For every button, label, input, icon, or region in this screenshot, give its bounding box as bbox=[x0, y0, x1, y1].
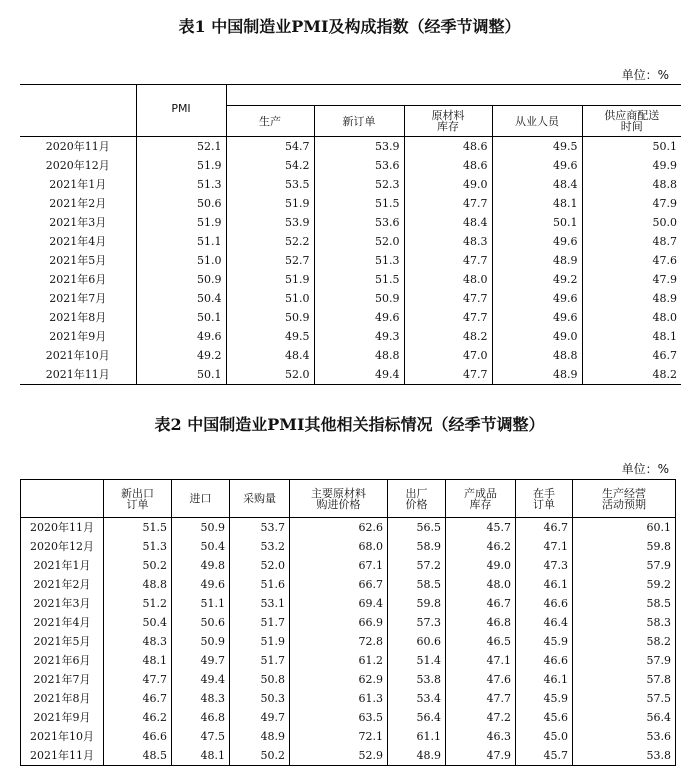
table-cell: 50.4 bbox=[104, 613, 172, 632]
table-cell: 46.4 bbox=[516, 613, 573, 632]
table-cell: 48.1 bbox=[492, 194, 582, 213]
table-cell: 50.1 bbox=[136, 308, 226, 327]
table-row bbox=[20, 270, 681, 289]
table-cell: 50.6 bbox=[136, 194, 226, 213]
table-cell: 51.9 bbox=[136, 213, 226, 232]
table-cell: 58.9 bbox=[388, 537, 446, 556]
table-cell: 47.7 bbox=[404, 289, 492, 308]
table-cell: 49.5 bbox=[492, 137, 582, 157]
table-cell: 51.5 bbox=[314, 270, 404, 289]
table1-header-col-5: 供应商配送 时间 bbox=[582, 106, 681, 137]
table-cell: 47.7 bbox=[104, 670, 172, 689]
table-cell: 53.7 bbox=[230, 518, 290, 538]
row-label: 2021年4月 bbox=[20, 232, 136, 251]
table-cell: 48.9 bbox=[652, 292, 678, 305]
table-cell: 53.2 bbox=[230, 537, 290, 556]
table-row bbox=[21, 670, 676, 689]
table-cell: 48.1 bbox=[104, 651, 172, 670]
table-row bbox=[21, 594, 676, 613]
table-cell: 51.5 bbox=[314, 194, 404, 213]
table2-header-col-3: 采购量 bbox=[230, 480, 290, 518]
table-cell: 54.7 bbox=[226, 137, 314, 157]
table-cell: 48.1 bbox=[652, 330, 678, 343]
table-cell: 50.9 bbox=[314, 289, 404, 308]
table-cell: 49.6 bbox=[492, 156, 582, 175]
table-cell: 46.8 bbox=[172, 708, 230, 727]
table-cell: 62.9 bbox=[290, 670, 388, 689]
row-label: 2021年1月 bbox=[20, 175, 136, 194]
row-label: 2021年9月 bbox=[20, 327, 136, 346]
table-cell: 51.3 bbox=[136, 175, 226, 194]
table-cell: 49.7 bbox=[230, 708, 290, 727]
table-cell: 46.7 bbox=[446, 594, 516, 613]
table-cell: 53.9 bbox=[226, 213, 314, 232]
table-cell: 50.3 bbox=[230, 689, 290, 708]
row-label: 2021年8月 bbox=[21, 689, 104, 708]
table-cell: 51.7 bbox=[230, 651, 290, 670]
table1-title: 表1 中国制造业PMI及构成指数（经季节调整） bbox=[178, 17, 521, 36]
table-cell: 59.2 bbox=[573, 575, 676, 594]
table-cell: 57.3 bbox=[388, 613, 446, 632]
row-label: 2021年3月 bbox=[21, 594, 104, 613]
table-cell: 48.8 bbox=[652, 178, 678, 191]
row-label: 2021年5月 bbox=[20, 251, 136, 270]
table-cell: 56.4 bbox=[388, 708, 446, 727]
table-row bbox=[20, 365, 681, 385]
table-cell: 46.5 bbox=[446, 632, 516, 651]
table-cell: 51.5 bbox=[104, 518, 172, 538]
table-cell: 48.0 bbox=[446, 575, 516, 594]
table2-title: 表2 中国制造业PMI其他相关指标情况（经季节调整） bbox=[154, 415, 545, 434]
table-cell: 49.6 bbox=[314, 308, 404, 327]
table-cell: 48.1 bbox=[172, 746, 230, 766]
table-cell: 49.4 bbox=[314, 365, 404, 385]
table-cell: 45.7 bbox=[446, 518, 516, 538]
row-label: 2021年4月 bbox=[21, 613, 104, 632]
table-row bbox=[21, 575, 676, 594]
table-cell: 47.9 bbox=[652, 197, 678, 210]
table-row bbox=[21, 537, 676, 556]
table-cell: 51.7 bbox=[230, 613, 290, 632]
table-cell: 60.6 bbox=[388, 632, 446, 651]
row-label: 2020年11月 bbox=[21, 518, 104, 538]
table-cell: 48.9 bbox=[388, 746, 446, 766]
table-cell: 61.2 bbox=[290, 651, 388, 670]
table-cell: 48.5 bbox=[104, 746, 172, 766]
table-cell: 57.9 bbox=[573, 651, 676, 670]
table-cell: 53.6 bbox=[314, 156, 404, 175]
table-row bbox=[20, 175, 681, 194]
table-cell: 46.7 bbox=[104, 689, 172, 708]
table-row bbox=[20, 346, 681, 365]
row-label: 2021年1月 bbox=[21, 556, 104, 575]
table-cell: 52.0 bbox=[230, 556, 290, 575]
table-cell: 50.4 bbox=[136, 289, 226, 308]
row-label: 2021年6月 bbox=[20, 270, 136, 289]
table-cell: 47.7 bbox=[404, 308, 492, 327]
table-cell: 62.6 bbox=[290, 518, 388, 538]
table-cell: 51.0 bbox=[136, 251, 226, 270]
table-cell: 53.4 bbox=[388, 689, 446, 708]
row-label: 2021年8月 bbox=[20, 308, 136, 327]
table-cell: 50.2 bbox=[230, 746, 290, 766]
table-cell: 49.0 bbox=[492, 327, 582, 346]
table-cell: 53.9 bbox=[314, 137, 404, 157]
table-cell: 58.5 bbox=[388, 575, 446, 594]
table-cell: 46.2 bbox=[104, 708, 172, 727]
table-cell: 53.6 bbox=[314, 213, 404, 232]
table2-header-col-5: 出厂 价格 bbox=[388, 480, 446, 518]
table-cell: 47.9 bbox=[652, 273, 678, 286]
table-row bbox=[20, 156, 681, 175]
table-cell: 50.4 bbox=[172, 537, 230, 556]
table1-header-pmi: PMI bbox=[136, 85, 226, 137]
table-row bbox=[20, 308, 681, 327]
table-cell: 48.4 bbox=[404, 213, 492, 232]
row-label: 2021年9月 bbox=[21, 708, 104, 727]
row-label: 2020年12月 bbox=[21, 537, 104, 556]
table-cell: 48.0 bbox=[652, 311, 678, 324]
table-cell: 48.4 bbox=[492, 175, 582, 194]
row-label: 2020年11月 bbox=[20, 137, 136, 157]
table-cell: 46.7 bbox=[516, 518, 573, 538]
table-cell: 48.3 bbox=[404, 232, 492, 251]
table-row bbox=[21, 556, 676, 575]
table-cell: 47.7 bbox=[446, 689, 516, 708]
table-cell: 50.8 bbox=[230, 670, 290, 689]
row-label: 2021年7月 bbox=[20, 289, 136, 308]
table-cell: 49.6 bbox=[172, 575, 230, 594]
table-cell: 51.9 bbox=[230, 632, 290, 651]
table-cell: 46.1 bbox=[516, 670, 573, 689]
table-row bbox=[21, 518, 676, 538]
table-cell: 57.8 bbox=[573, 670, 676, 689]
table-cell: 57.5 bbox=[573, 689, 676, 708]
table-cell: 51.4 bbox=[388, 651, 446, 670]
table-cell: 50.6 bbox=[172, 613, 230, 632]
table-cell: 48.4 bbox=[226, 346, 314, 365]
table-row bbox=[20, 137, 681, 157]
table-cell: 51.1 bbox=[136, 232, 226, 251]
table-cell: 49.4 bbox=[172, 670, 230, 689]
table-cell: 49.5 bbox=[226, 327, 314, 346]
table-row bbox=[20, 232, 681, 251]
table-cell: 48.2 bbox=[404, 327, 492, 346]
table-cell: 47.2 bbox=[446, 708, 516, 727]
table-cell: 66.7 bbox=[290, 575, 388, 594]
table-row bbox=[21, 708, 676, 727]
row-label: 2021年2月 bbox=[20, 194, 136, 213]
table-cell: 52.1 bbox=[136, 137, 226, 157]
table-cell: 45.9 bbox=[516, 689, 573, 708]
table-cell: 72.1 bbox=[290, 727, 388, 746]
table-cell: 59.8 bbox=[573, 537, 676, 556]
table-row bbox=[20, 251, 681, 270]
table-cell: 48.6 bbox=[404, 137, 492, 157]
table-cell: 50.1 bbox=[136, 365, 226, 385]
table-cell: 45.0 bbox=[516, 727, 573, 746]
table-cell: 49.6 bbox=[492, 308, 582, 327]
table-row bbox=[21, 746, 676, 766]
table-cell: 47.3 bbox=[516, 556, 573, 575]
table-cell: 46.8 bbox=[446, 613, 516, 632]
table-row bbox=[21, 727, 676, 746]
table-cell: 53.5 bbox=[226, 175, 314, 194]
table-cell: 52.2 bbox=[226, 232, 314, 251]
table-cell: 53.8 bbox=[388, 670, 446, 689]
table-cell: 58.3 bbox=[573, 613, 676, 632]
table-cell: 52.0 bbox=[314, 232, 404, 251]
table-cell: 46.6 bbox=[516, 594, 573, 613]
table-cell: 47.7 bbox=[404, 194, 492, 213]
table1-corner bbox=[20, 85, 136, 137]
table2-header-col-6: 产成品 库存 bbox=[446, 480, 516, 518]
table-cell: 68.0 bbox=[290, 537, 388, 556]
table-row bbox=[21, 613, 676, 632]
table-row bbox=[20, 213, 681, 232]
row-label: 2021年11月 bbox=[20, 365, 136, 385]
row-label: 2021年5月 bbox=[21, 632, 104, 651]
table-cell: 57.2 bbox=[388, 556, 446, 575]
table-cell: 69.4 bbox=[290, 594, 388, 613]
table-cell: 46.2 bbox=[446, 537, 516, 556]
table-cell: 53.6 bbox=[573, 727, 676, 746]
row-label: 2021年7月 bbox=[21, 670, 104, 689]
table-cell: 51.0 bbox=[226, 289, 314, 308]
table2-corner bbox=[21, 480, 104, 518]
table-cell: 47.6 bbox=[446, 670, 516, 689]
table-cell: 63.5 bbox=[290, 708, 388, 727]
table-cell: 51.1 bbox=[172, 594, 230, 613]
table-cell: 51.9 bbox=[226, 194, 314, 213]
table-cell: 47.5 bbox=[172, 727, 230, 746]
row-label: 2021年11月 bbox=[21, 746, 104, 766]
table-cell: 46.7 bbox=[652, 349, 678, 362]
table-cell: 49.6 bbox=[492, 232, 582, 251]
table-cell: 53.1 bbox=[230, 594, 290, 613]
row-label: 2021年10月 bbox=[21, 727, 104, 746]
table1-header-col-4: 从业人员 bbox=[492, 106, 582, 137]
table-cell: 49.3 bbox=[314, 327, 404, 346]
table2-header-row bbox=[21, 480, 676, 518]
table-cell: 48.9 bbox=[492, 251, 582, 270]
table-cell: 52.3 bbox=[314, 175, 404, 194]
table-cell: 51.2 bbox=[104, 594, 172, 613]
table-cell: 72.8 bbox=[290, 632, 388, 651]
table1-header-col-1: 生产 bbox=[226, 106, 314, 137]
table-cell: 50.9 bbox=[172, 518, 230, 538]
table-cell: 50.9 bbox=[226, 308, 314, 327]
table-cell: 50.1 bbox=[652, 140, 678, 153]
table-cell: 47.1 bbox=[446, 651, 516, 670]
table-cell: 47.9 bbox=[446, 746, 516, 766]
table2-header-col-2: 进口 bbox=[172, 480, 230, 518]
table-row bbox=[20, 194, 681, 213]
table-cell: 49.6 bbox=[136, 327, 226, 346]
row-label: 2021年6月 bbox=[21, 651, 104, 670]
table2-header-col-1: 新出口 订单 bbox=[104, 480, 172, 518]
table-cell: 50.0 bbox=[652, 216, 678, 229]
table2-header-col-4: 主要原材料 购进价格 bbox=[290, 480, 388, 518]
table-cell: 48.7 bbox=[652, 235, 678, 248]
table-cell: 48.6 bbox=[404, 156, 492, 175]
table-cell: 48.9 bbox=[230, 727, 290, 746]
table-cell: 47.7 bbox=[404, 251, 492, 270]
table-cell: 47.6 bbox=[652, 254, 678, 267]
table-cell: 58.2 bbox=[573, 632, 676, 651]
table-cell: 50.1 bbox=[492, 213, 582, 232]
table-cell: 46.6 bbox=[516, 651, 573, 670]
table-cell: 51.9 bbox=[136, 156, 226, 175]
table-row bbox=[20, 327, 681, 346]
table-cell: 51.3 bbox=[104, 537, 172, 556]
table-cell: 58.5 bbox=[573, 594, 676, 613]
table-cell: 52.7 bbox=[226, 251, 314, 270]
table-cell: 50.9 bbox=[136, 270, 226, 289]
table-cell: 49.0 bbox=[446, 556, 516, 575]
table-cell: 49.8 bbox=[172, 556, 230, 575]
table-cell: 49.6 bbox=[492, 289, 582, 308]
table2 bbox=[20, 479, 676, 766]
table-cell: 45.7 bbox=[516, 746, 573, 766]
table-cell: 54.2 bbox=[226, 156, 314, 175]
table1 bbox=[20, 84, 681, 385]
table-cell: 52.9 bbox=[290, 746, 388, 766]
table-cell: 51.6 bbox=[230, 575, 290, 594]
table2-header-col-8: 生产经营 活动预期 bbox=[573, 480, 676, 518]
table1-unit: 单位：% bbox=[621, 68, 669, 82]
table-row bbox=[21, 689, 676, 708]
table-cell: 48.8 bbox=[104, 575, 172, 594]
table-cell: 47.0 bbox=[404, 346, 492, 365]
row-label: 2020年12月 bbox=[20, 156, 136, 175]
table-cell: 48.8 bbox=[314, 346, 404, 365]
table-cell: 49.7 bbox=[172, 651, 230, 670]
table-row bbox=[21, 632, 676, 651]
table-cell: 60.1 bbox=[573, 518, 676, 538]
table-cell: 51.3 bbox=[314, 251, 404, 270]
table-cell: 48.3 bbox=[104, 632, 172, 651]
table-cell: 52.0 bbox=[226, 365, 314, 385]
table-cell: 50.9 bbox=[172, 632, 230, 651]
table-cell: 61.3 bbox=[290, 689, 388, 708]
table-cell: 48.0 bbox=[404, 270, 492, 289]
table-cell: 53.8 bbox=[573, 746, 676, 766]
table-cell: 46.1 bbox=[516, 575, 573, 594]
row-label: 2021年3月 bbox=[20, 213, 136, 232]
table-cell: 46.3 bbox=[446, 727, 516, 746]
table-cell: 51.9 bbox=[226, 270, 314, 289]
table-cell: 49.2 bbox=[492, 270, 582, 289]
table-cell: 45.6 bbox=[516, 708, 573, 727]
table1-header-col-3: 原材料 库存 bbox=[404, 106, 492, 137]
table-cell: 45.9 bbox=[516, 632, 573, 651]
table-row bbox=[20, 289, 681, 308]
table-cell: 49.2 bbox=[136, 346, 226, 365]
table-cell: 59.8 bbox=[388, 594, 446, 613]
row-label: 2021年10月 bbox=[20, 346, 136, 365]
table-cell: 56.4 bbox=[573, 708, 676, 727]
table-cell: 56.5 bbox=[388, 518, 446, 538]
table-cell: 47.7 bbox=[404, 365, 492, 385]
table-cell: 49.9 bbox=[652, 159, 678, 172]
table-cell: 66.9 bbox=[290, 613, 388, 632]
table-cell: 57.9 bbox=[573, 556, 676, 575]
table-cell: 48.8 bbox=[492, 346, 582, 365]
table-cell: 61.1 bbox=[388, 727, 446, 746]
table1-header-col-2: 新订单 bbox=[314, 106, 404, 137]
table-cell: 48.2 bbox=[582, 365, 681, 385]
table-row bbox=[21, 651, 676, 670]
table-cell: 47.1 bbox=[516, 537, 573, 556]
table2-unit: 单位：% bbox=[621, 462, 669, 476]
table1-header-row-1 bbox=[20, 85, 681, 106]
table-cell: 46.6 bbox=[104, 727, 172, 746]
table-cell: 49.0 bbox=[404, 175, 492, 194]
table2-header-col-7: 在手 订单 bbox=[516, 480, 573, 518]
table-cell: 67.1 bbox=[290, 556, 388, 575]
table-cell: 48.3 bbox=[172, 689, 230, 708]
table-cell: 48.9 bbox=[492, 365, 582, 385]
table1-header-spacer bbox=[226, 85, 681, 106]
table-cell: 50.2 bbox=[104, 556, 172, 575]
row-label: 2021年2月 bbox=[21, 575, 104, 594]
